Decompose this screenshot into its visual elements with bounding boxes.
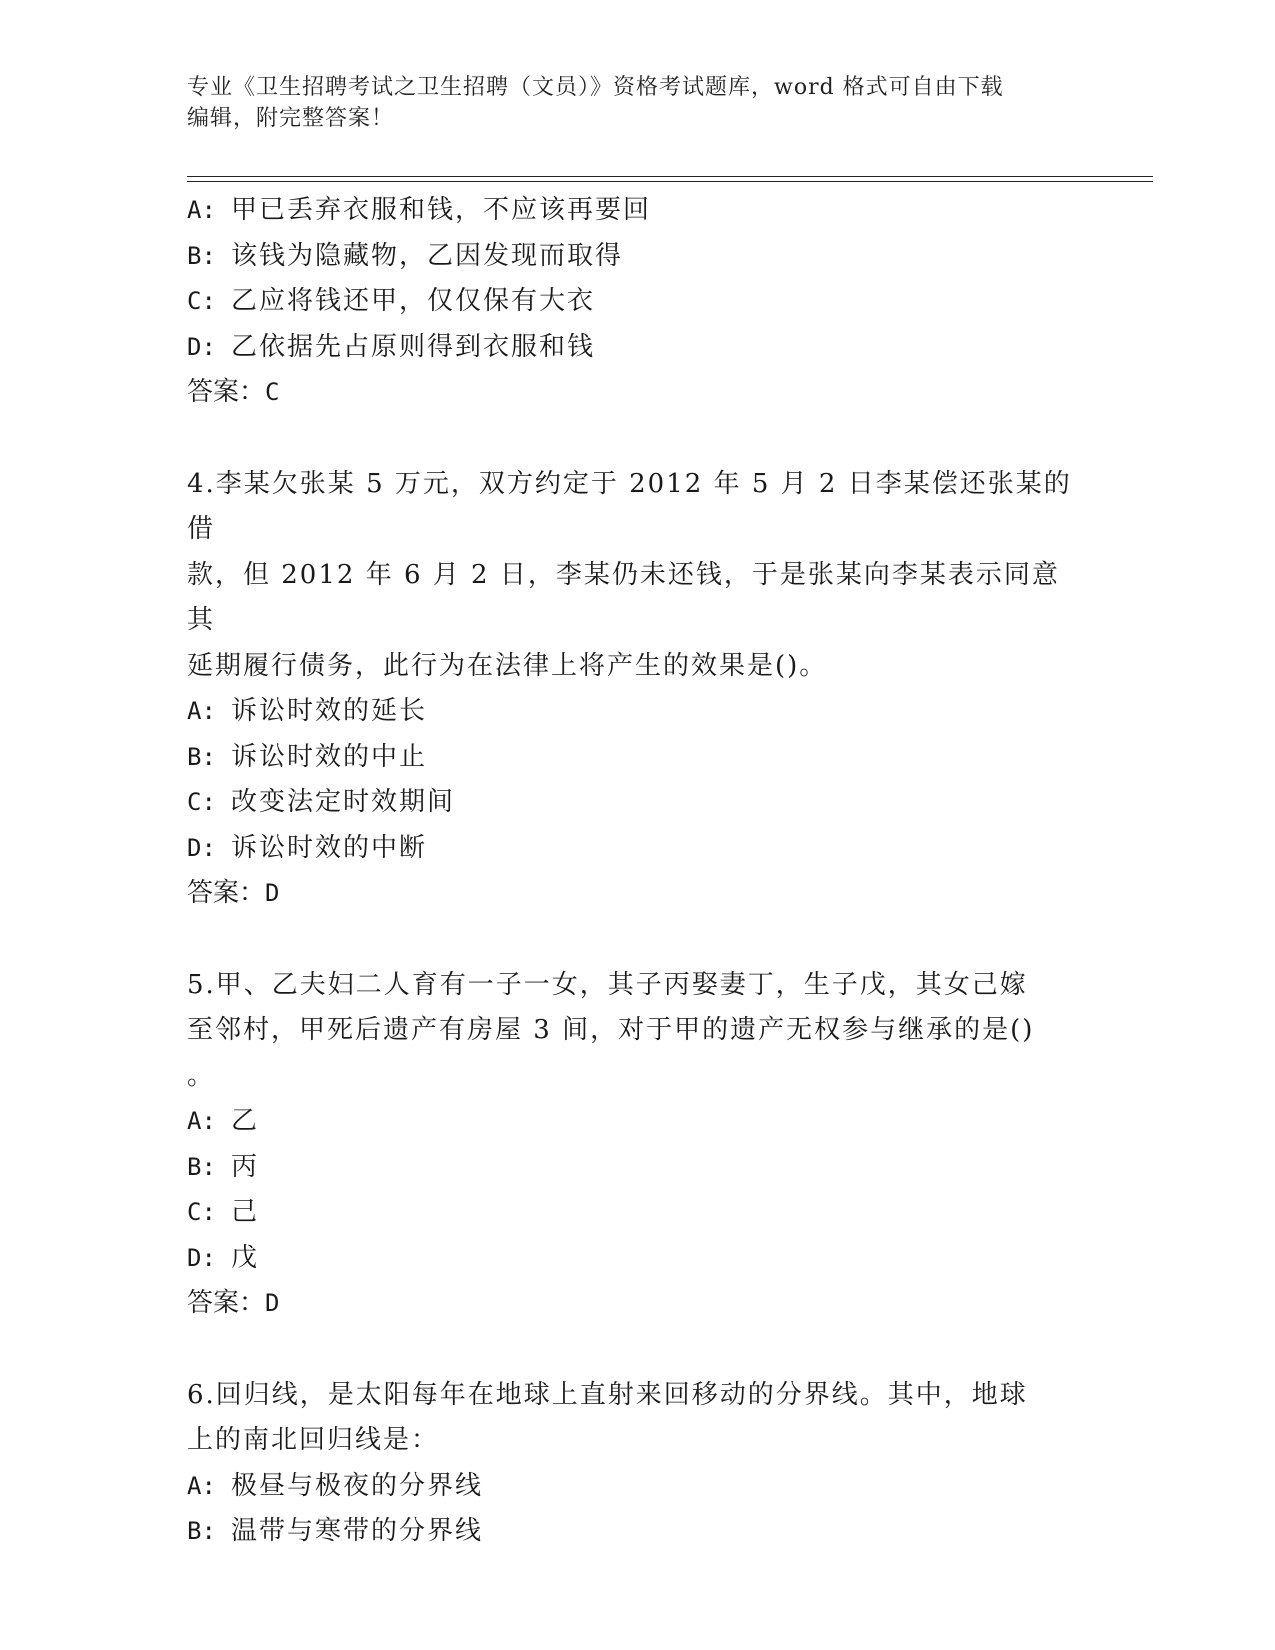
option-d[interactable]	[187, 826, 1087, 872]
question-text-line: 4.李某欠张某 5 万元，双方约定于 2012 年 5 月 2 日李某偿还张某的借	[187, 468, 1072, 544]
question-text-line: 至邻村，甲死后遗产有房屋 3 间，对于甲的遗产无权参与继承的是()	[187, 1015, 1035, 1045]
option-b[interactable]	[187, 1509, 1087, 1555]
option-letter: A:	[187, 196, 216, 224]
option-letter: B:	[187, 1152, 216, 1181]
spacer	[187, 1327, 1087, 1373]
option-letter: D:	[187, 833, 216, 862]
option-c[interactable]	[187, 279, 1087, 325]
spacer	[187, 416, 1087, 462]
option-letter: B:	[187, 1517, 216, 1545]
option-b[interactable]	[187, 1145, 1087, 1191]
spacer	[187, 917, 1087, 963]
question-5	[187, 963, 1087, 1327]
question-text-line: 6.回归线，是太阳每年在地球上直射来回移动的分界线。其中，地球	[187, 1379, 1028, 1410]
option-c[interactable]	[187, 1190, 1087, 1236]
question-list	[187, 188, 1087, 1555]
option-text: 诉讼时效的中断	[231, 832, 428, 863]
option-letter: A:	[187, 1107, 216, 1135]
option-a[interactable]	[187, 689, 1087, 735]
answer-line	[187, 1281, 1087, 1327]
option-b[interactable]	[187, 735, 1087, 781]
answer-label: 答案：	[187, 377, 266, 407]
header-line-1: 专业《卫生招聘考试之卫生招聘（文员）》资格考试题库，word 格式可自由下载	[187, 75, 1004, 100]
question-text-line: 延期履行债务，此行为在法律上将产生的效果是()。	[187, 650, 828, 681]
option-letter: A:	[187, 1471, 216, 1500]
option-a[interactable]	[187, 188, 1087, 234]
option-text: 戊	[231, 1242, 260, 1273]
option-text: 该钱为隐藏物，乙因发现而取得	[231, 240, 624, 271]
option-text: 改变法定时效期间	[231, 787, 456, 817]
answer-line	[187, 370, 1087, 416]
option-letter: A:	[187, 697, 216, 725]
answer-label: 答案：	[187, 878, 266, 908]
option-a[interactable]	[187, 1464, 1087, 1510]
question-6	[187, 1373, 1087, 1555]
question-text-line: 款，但 2012 年 6 月 2 日，李某仍未还钱，于是张某向李某表示同意其	[187, 559, 1060, 635]
option-text: 乙应将钱还甲，仅仅保有大衣	[231, 286, 596, 316]
option-text: 乙依据先占原则得到衣服和钱	[231, 331, 596, 362]
question-text-line: 。	[187, 1060, 216, 1091]
document-header	[187, 72, 1087, 134]
option-letter: C:	[187, 1198, 216, 1226]
header-rule-bottom	[187, 181, 1153, 182]
option-letter: B:	[187, 742, 216, 771]
option-c[interactable]	[187, 780, 1087, 826]
option-d[interactable]	[187, 325, 1087, 371]
option-text: 极昼与极夜的分界线	[231, 1470, 484, 1501]
option-letter: C:	[187, 287, 216, 315]
option-text: 诉讼时效的延长	[231, 696, 428, 726]
option-text: 温带与寒带的分界线	[231, 1516, 484, 1546]
answer-value: D	[265, 879, 280, 907]
answer-label: 答案：	[187, 1288, 266, 1318]
answer-line	[187, 871, 1087, 917]
answer-value: D	[265, 1289, 280, 1317]
option-text: 甲已丢弃衣服和钱，不应该再要回	[231, 195, 652, 225]
answer-value: C	[265, 378, 280, 406]
option-text: 诉讼时效的中止	[231, 741, 428, 772]
option-text: 乙	[231, 1106, 260, 1136]
question-4	[187, 462, 1087, 917]
question-3	[187, 188, 1087, 416]
option-letter: B:	[187, 241, 216, 270]
option-letter: D:	[187, 332, 216, 361]
option-letter: C:	[187, 788, 216, 816]
option-text: 己	[231, 1197, 260, 1227]
question-text-line: 上的南北回归线是：	[187, 1425, 440, 1455]
header-rule-top	[187, 176, 1153, 177]
option-b[interactable]	[187, 234, 1087, 280]
option-text: 丙	[231, 1151, 260, 1182]
option-letter: D:	[187, 1243, 216, 1272]
option-a[interactable]	[187, 1099, 1087, 1145]
header-line-2: 编辑，附完整答案！	[187, 106, 395, 131]
question-text-line: 5.甲、乙夫妇二人育有一子一女，其子丙娶妻丁，生子戊，其女己嫁	[187, 969, 1028, 1000]
option-d[interactable]	[187, 1236, 1087, 1282]
